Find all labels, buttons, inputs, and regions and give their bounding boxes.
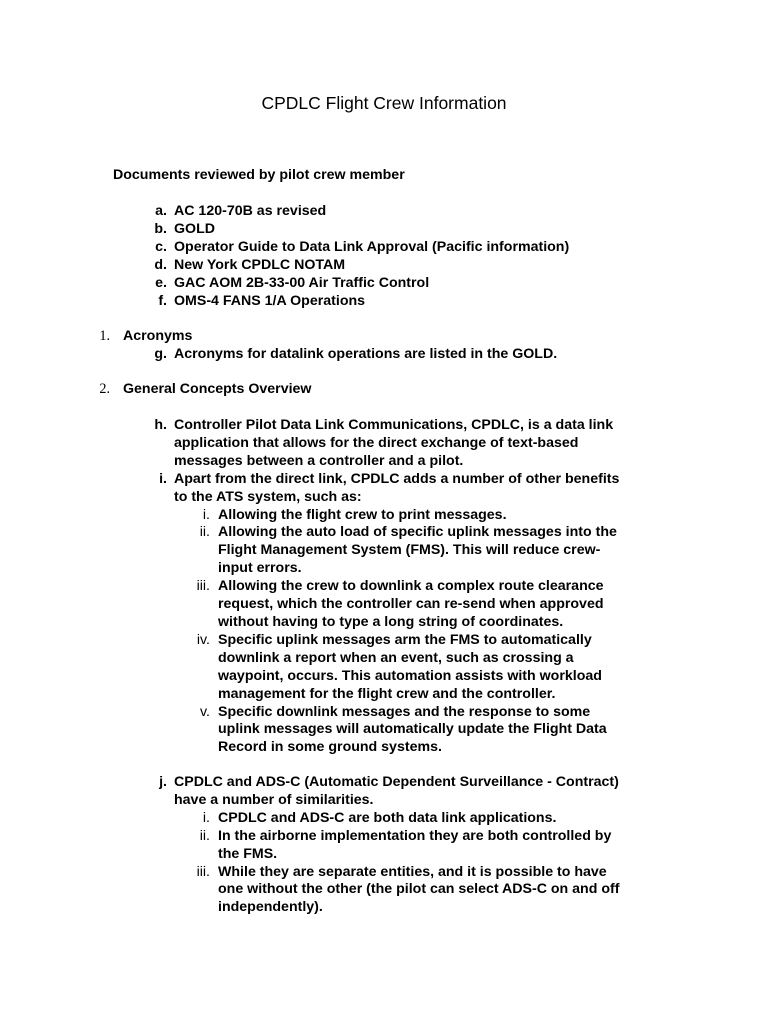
list-marker: f. [158,292,167,309]
section-number: 1. [99,328,110,344]
section-heading-acronyms [0,328,192,346]
list-item [0,346,557,364]
list-item [0,275,569,293]
list-marker: b. [154,220,167,237]
section-general-concepts-body [0,417,619,757]
list-item-text: OMS-4 FANS 1/A Operations [174,292,366,309]
section-heading-general-concepts [0,381,311,399]
list-marker: iv. [196,631,210,648]
list-marker: a. [155,203,167,219]
list-item-text: Allowing the auto load of specific uplink messages into the Flight Management System (FMS). This will reduce crew- input errors. [218,524,617,577]
section-title: Acronyms [123,328,193,344]
list-marker: i. [202,506,210,523]
sub-list-item [0,810,619,828]
documents-heading: Documents reviewed by pilot crew member [113,167,405,183]
list-item-text: Operator Guide to Data Link Approval (Pacific information) [174,238,570,255]
page-title: CPDLC Flight Crew Information [261,93,507,113]
list-item [0,257,569,275]
list-item [0,471,619,507]
list-marker: v. [200,703,210,720]
list-item-text: Allowing the flight crew to print messages. [218,506,507,523]
list-marker: d. [154,256,167,273]
list-item-text: AC 120-70B as revised [174,203,327,219]
list-marker: ii. [199,827,210,844]
list-marker: i. [202,809,210,826]
sub-list-item [0,828,619,864]
list-item-text: While they are separate entities, and it is possible to have one without the other (the pilot can select ADS-C on and off independently). [218,863,620,916]
list-item-text: Controller Pilot Data Link Communications, CPDLC, is a data link application that allows for the direct exchange of text-based messages between a controller and a pilot. [174,417,614,469]
sub-list-item [0,632,619,704]
list-item-text: Acronyms for datalink operations are listed in the GOLD. [174,346,558,362]
list-marker: h. [154,417,167,433]
list-marker: j. [159,774,167,790]
list-item-text: GOLD [174,220,215,237]
list-marker: iii. [196,578,210,595]
list-item-text: Apart from the direct link, CPDLC adds a number of other benefits to the ATS system, such as: [174,470,620,505]
list-marker: g. [154,346,167,362]
list-marker: i. [159,470,167,487]
section-title: General Concepts Overview [123,381,312,397]
list-item-text: New York CPDLC NOTAM [174,256,346,273]
list-item [0,774,619,810]
section-acronyms-body [0,346,557,364]
list-item-text: In the airborne implementation they are both controlled by the FMS. [218,827,612,862]
sub-list-item [0,864,619,918]
sub-list-item [0,507,619,525]
list-item-text: CPDLC and ADS-C are both data link applications. [218,809,557,826]
sub-list-item [0,524,619,578]
section-number: 2. [99,381,110,397]
list-item [0,417,619,471]
list-item-text: Specific downlink messages and the response to some uplink messages will automatically update the Flight Data Record in some ground systems. [218,703,607,756]
sub-list-item [0,704,619,758]
section-general-concepts-body-continued [0,774,619,917]
list-item [0,221,569,239]
list-item-text: Allowing the crew to downlink a complex route clearance request, which the controller can re-send when approved without having to type a long string of coordinates. [218,578,604,630]
list-item-text: Specific uplink messages arm the FMS to automatically downlink a report when an event, such as crossing a waypoint, occurs. This automation assists with workload management for the flight crew and the controller. [218,631,602,702]
list-marker: ii. [199,524,210,541]
list-item-text: CPDLC and ADS-C (Automatic Dependent Surveillance - Contract) have a number of similarities. [174,774,619,808]
list-item-text: GAC AOM 2B-33-00 Air Traffic Control [174,274,430,291]
sub-list-item [0,578,619,632]
list-item [0,293,569,311]
list-marker: e. [155,274,167,291]
list-marker: c. [155,238,167,255]
list-item [0,203,569,221]
list-item [0,239,569,257]
list-marker: iii. [196,863,210,880]
documents-list [0,203,569,310]
